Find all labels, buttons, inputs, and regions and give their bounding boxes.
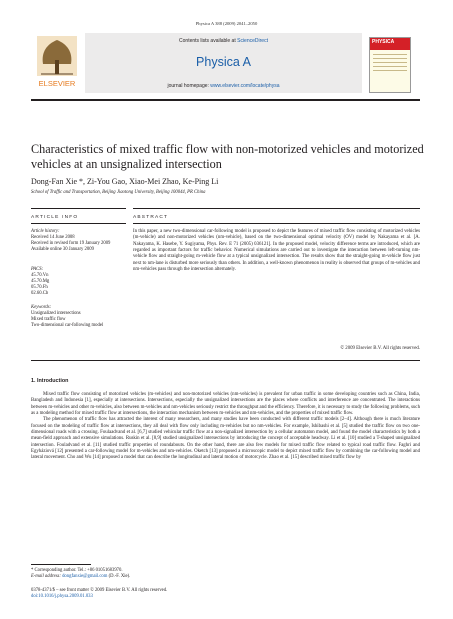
journal-cover-thumbnail (369, 37, 411, 93)
footnote (31, 568, 130, 580)
section-heading-introduction: 1. Introduction (31, 378, 69, 384)
affiliation: School of Traffic and Transportation, Beijing Jiaotong University, Beijing 100044, PR China (31, 190, 206, 195)
email-label: E-mail address: (31, 574, 61, 580)
email-suffix: (D.-F. Xie). (108, 574, 131, 580)
email-line (31, 574, 130, 580)
svg-text:ELSEVIER: ELSEVIER (38, 79, 76, 88)
keyword: Unsignalized intersections (31, 311, 81, 317)
history-revised: Received in revised form 19 January 2009 (31, 241, 111, 247)
keyword: Two-dimensional car-following model (31, 323, 104, 329)
author-list: Dong-Fan Xie *, Zi-You Gao, Xiao-Mei Zhao, Ke-Ping Li (31, 177, 219, 186)
keywords-label: Keywords: (31, 305, 52, 310)
header-divider (31, 99, 420, 101)
history-online: Available online 30 January 2009 (31, 247, 94, 253)
pacs-code: 02.60.Cb (31, 291, 49, 297)
homepage-prefix: journal homepage: (167, 83, 209, 89)
imprint (31, 588, 167, 600)
cover-text-line (373, 58, 407, 59)
abstract-text: In this paper, a new two-dimensional car-following model is proposed to depict the features of mixed traffic flow consisting of motorized vehicles (m-vehicle) and non-motorized vehicles (nm-vehicle), based on the two-dimensional optimal velocity (OV) model by Nakayama et al. [A. Nakayama, K. Hasebe, Y. Sugiyama, Phys. Rev. E 71 (2005) 036121]. In the proposed model, velocity difference terms are introduced, which are regarded as important factors for traffic behavior. Numerical simulations are carried out to investigate the interaction between left-turning nm-vehicle flow and straight-going m-vehicle flow at a typical unsignalized intersection. The results show that the straight-going m-vehicle flow just next to nm-lane is disturbed more seriously than others. In addition, a well-known phenomenon in reality is observed that groups of m-vehicles and nm-vehicles pass through the intersection alternately. (133, 229, 420, 273)
sciencedirect-link[interactable]: ScienceDirect (237, 38, 268, 44)
abstract-top-rule (133, 208, 420, 209)
issn-line: 0378-4371/$ – see front matter © 2009 Elsevier B.V. All rights reserved. (31, 588, 168, 593)
pacs-code: 45.70.Vn (31, 273, 49, 279)
doi-link[interactable]: doi:10.1016/j.physa.2009.01.033 (31, 594, 93, 599)
journal-name: Physica A (196, 55, 251, 69)
keywords-block (31, 305, 126, 329)
pacs-code: 05.70.Fh (31, 285, 48, 291)
cover-title: PHYSICA (372, 39, 395, 45)
article-info-top-rule (31, 208, 126, 209)
abstract-heading: ABSTRACT (133, 215, 169, 220)
email-link[interactable]: dongfanxie@gmail.com (62, 574, 108, 580)
cover-text-line (373, 62, 407, 63)
homepage-line (85, 83, 362, 89)
contents-prefix: Contents lists available at (179, 38, 236, 44)
cover-text-line (373, 54, 407, 55)
corresponding-author: * Corresponding author. Tel.: +86 01051683970. (31, 568, 123, 573)
intro-paragraph: The phenomenon of traffic flow has attracted the interest of many researchers, and many studies have been conducted with different traffic models [2–4]. Although there is much literature focused on the modeling of traffic flow at intersections, they all deal with flow only including m-vehicles but no nm-vehicles. For example, Ishibashi et al. [5] studied the traffic flow on two one-dimensional roads with a crossing. Foulaadvand et al. [6,7] studied vehicular traffic flow at a non-signalized intersection by a cellular automaton model, and found the model characteristics by both a mean-field approach and extensive simulations. Ruskin et al. [8,9] studied unsignalized intersections by introducing the concept of acceptable headway. Li et al. [10] studied a T-shaped unsignalized intersection. Fouladvand et al. [11] studied traffic properties of roundabouts. On the other hand, there are also few models for mixed traffic flow related to typical road traffic flow. Faghri and Egyháziová [12] presented a car-following model for m-vehicles and nm-vehicles. Oketch [13] proposed a microscopic model to depict mixed traffic flow by combining the car-following model and lateral movement. Cho and Wu [14] proposed a model that can describe the longitudinal and lateral motion of motorcycle. Zhao et al. [15] described mixed traffic flow by (31, 417, 420, 461)
history-label: Article history: (31, 229, 60, 234)
intro-paragraph: Mixed traffic flow consisting of motorized vehicles (m-vehicles) and non-motorized vehicles (nm-vehicles) is prevalent for urban traffic in some developing countries such as China, India, Bangladesh and Indonesia [1], especially at intersections. Intersections, especially the unsignalized intersections are the places where conflicts and interference are concentrated. The interactions between m-vehicles and other m-vehicles, also between m-vehicles and nm-vehicles seriously restrict the throughput and the efficiency. Therefore, it is necessary to study the following problems, such as a modeling method for mixed traffic flow at intersections, the interaction mechanism between m-vehicles and nm-vehicles, and the properties of mixed traffic flow. (31, 392, 420, 417)
pacs-block (31, 267, 126, 297)
cover-text-line (373, 66, 407, 67)
abstract-copyright: © 2009 Elsevier B.V. All rights reserved. (340, 346, 420, 351)
introduction-body (31, 392, 420, 462)
history-received: Received 14 June 2008 (31, 235, 75, 241)
keyword: Mixed traffic flow (31, 317, 66, 323)
pacs-code: 45.70.Mg (31, 279, 50, 285)
pacs-label: PACS: (31, 267, 44, 272)
journal-citation: Physica A 388 (2009) 2041–2050 (195, 21, 258, 26)
elsevier-logo (31, 34, 83, 92)
article-info-heading: ARTICLE INFO (31, 215, 79, 220)
article-title: Characteristics of mixed traffic flow with non-motorized vehicles and motorized vehicles at an unsignalized intersection (31, 142, 424, 171)
homepage-link[interactable]: www.elsevier.com/locate/physa (210, 83, 280, 89)
article-history (31, 229, 126, 253)
contents-line (85, 38, 362, 44)
cover-text-line (373, 70, 407, 71)
